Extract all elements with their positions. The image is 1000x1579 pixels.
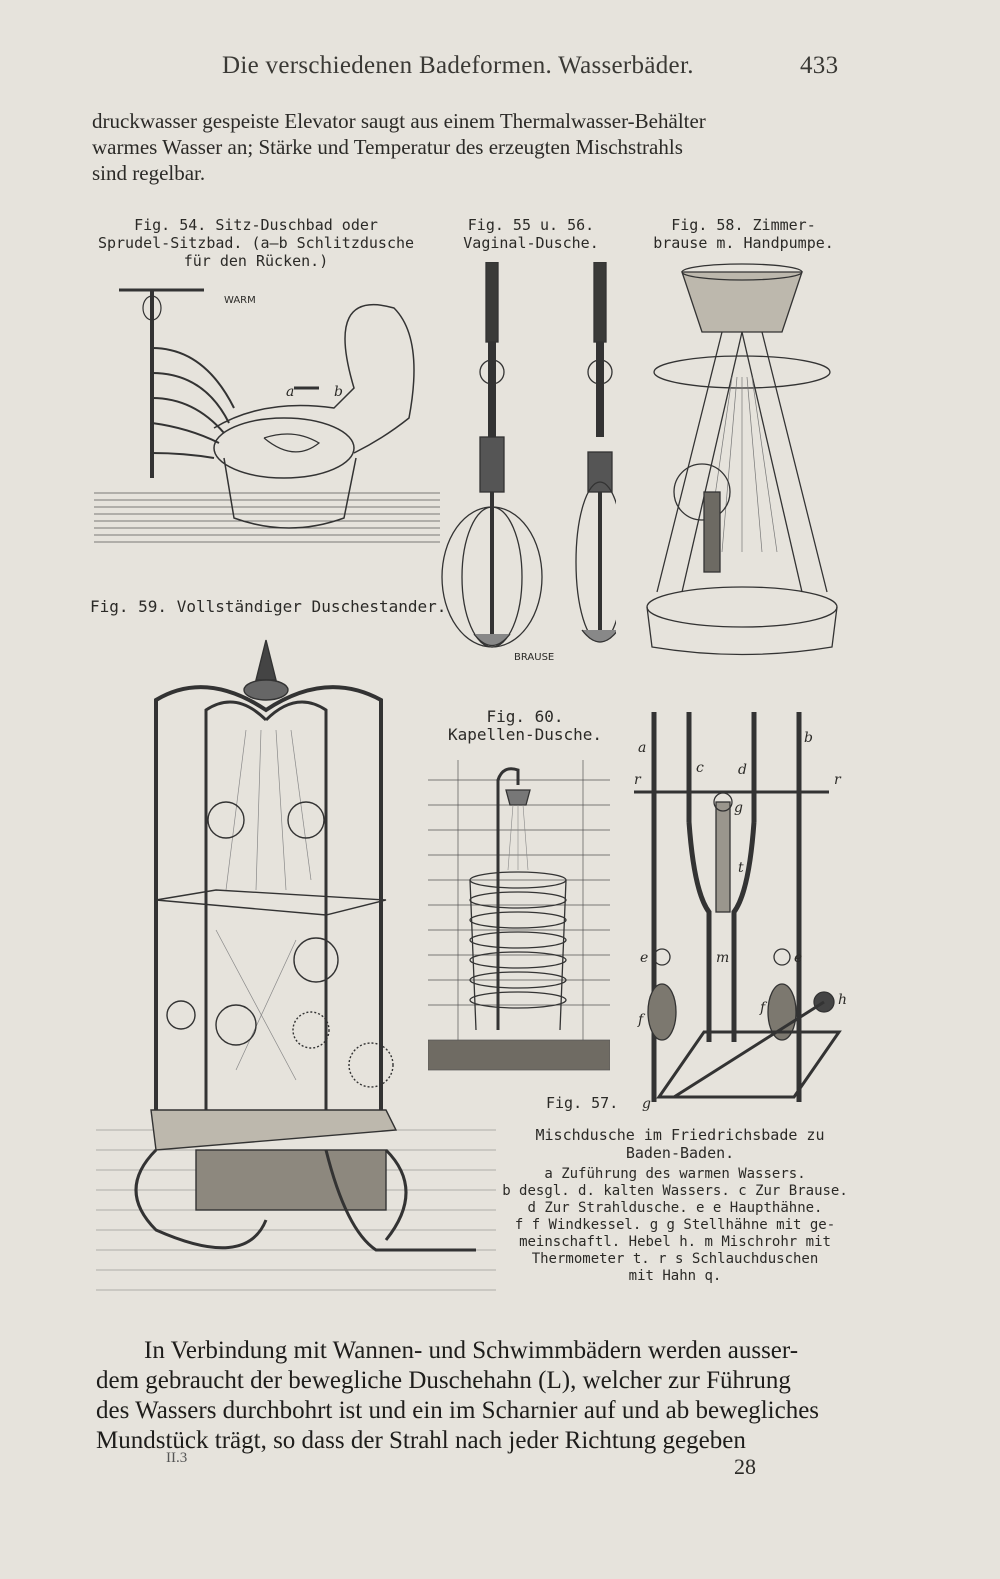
legend-line: mit Hahn q. [628, 1268, 722, 1284]
fig57-label-r-right: r [834, 772, 841, 788]
legend-line: b desgl. d. kalten Wassers. c Zur Brause. [502, 1183, 848, 1199]
caption-line: brause m. Handpumpe. [653, 234, 834, 252]
main-line: Mundstück trägt, so dass der Strahl nach jeder Richtung gegeben [96, 1427, 746, 1454]
caption-fig58 [636, 216, 851, 252]
fig57-label-c: c [696, 760, 704, 776]
main-paragraph [96, 1336, 856, 1456]
signature-mark: II.3 [166, 1450, 188, 1466]
main-line: des Wassers durchbohrt ist und ein im Scharnier auf und ab bewegliches [96, 1397, 820, 1424]
fig57-label-e-left: e [640, 950, 649, 966]
main-line: In Verbindung mit Wannen- und Schwimmbädern werden ausser- [144, 1337, 799, 1364]
figure-55-56-vaginal-douche [436, 262, 616, 662]
fig57-label-f-left: f [638, 1012, 644, 1028]
caption-line: Fig. 60. [486, 707, 564, 726]
figure-60-chapel-shower [428, 760, 610, 1072]
caption-line: Baden-Baden. [625, 1144, 735, 1162]
figure-57-mixing-shower [634, 712, 854, 1112]
fig57-label-h: h [838, 992, 848, 1008]
intro-line: sind regelbar. [92, 161, 206, 185]
label-b: b [334, 384, 343, 400]
running-title: Die verschiedenen Badeformen. Wasserbäder. [222, 52, 694, 79]
warm-label: WARM [224, 295, 256, 306]
intro-paragraph [92, 108, 862, 186]
caption-line: Kapellen-Dusche. [447, 725, 603, 744]
caption-fig55-56 [446, 216, 616, 252]
caption-line: Vaginal-Dusche. [463, 234, 599, 252]
fig57-label-g-bottom: g [642, 1096, 651, 1112]
caption-fig57 [510, 1094, 850, 1162]
fig57-label-e-right: e [794, 950, 803, 966]
legend-line: d Zur Strahldusche. e e Haupthähne. [527, 1200, 823, 1216]
fig57-label-t: t [738, 860, 744, 876]
main-line: dem gebraucht der bewegliche Duschehahn (L), welcher zur Führung [96, 1367, 791, 1394]
fig57-label-g-top: g [734, 800, 743, 816]
figure-54-sitz-bath [94, 278, 440, 558]
intro-line: druckwasser gespeiste Elevator saugt aus einem Thermalwasser-Behälter [92, 109, 706, 133]
legend-line: a Zuführung des warmen Wassers. [544, 1166, 806, 1182]
sheet-number: 28 [734, 1454, 756, 1479]
figure-58-room-shower [642, 262, 842, 662]
fig57-label-d: d [738, 762, 747, 778]
caption-line: Sprudel-Sitzbad. (a—b Schlitzdusche [97, 234, 415, 252]
fig57-label-m: m [716, 950, 730, 966]
brause-label: BRAUSE [514, 652, 555, 662]
caption-fig60 [440, 708, 610, 744]
intro-line: warmes Wasser an; Stärke und Temperatur des erzeugten Mischstrahls [92, 135, 683, 159]
fig57-label-b: b [804, 730, 813, 746]
fig57-label-r-left: r [634, 772, 641, 788]
caption-line: für den Rücken.) [183, 252, 329, 270]
legend-line: Thermometer t. r s Schlauchduschen [531, 1251, 819, 1267]
legend-line: f f Windkessel. g g Stellhähne mit ge- [514, 1217, 836, 1233]
page-number: 433 [800, 52, 839, 79]
legend-line: meinschaftl. Hebel h. m Mischrohr mit [519, 1234, 831, 1250]
fig57-label-a: a [638, 740, 647, 756]
fig57-label-f-right: f [760, 1000, 766, 1016]
caption-line: Fig. 57. [546, 1094, 619, 1112]
caption-line: Fig. 55 u. 56. [467, 216, 595, 234]
caption-line: Fig. 58. Zimmer- [671, 216, 816, 234]
caption-line: Fig. 54. Sitz-Duschbad oder [134, 216, 378, 234]
caption-fig54 [86, 216, 426, 270]
fig57-legend [502, 1166, 848, 1285]
caption-fig59: Fig. 59. Vollständiger Duschestander. [90, 597, 447, 616]
label-a: a [286, 384, 295, 400]
caption-line: Mischdusche im Friedrichsbade zu [535, 1126, 825, 1144]
